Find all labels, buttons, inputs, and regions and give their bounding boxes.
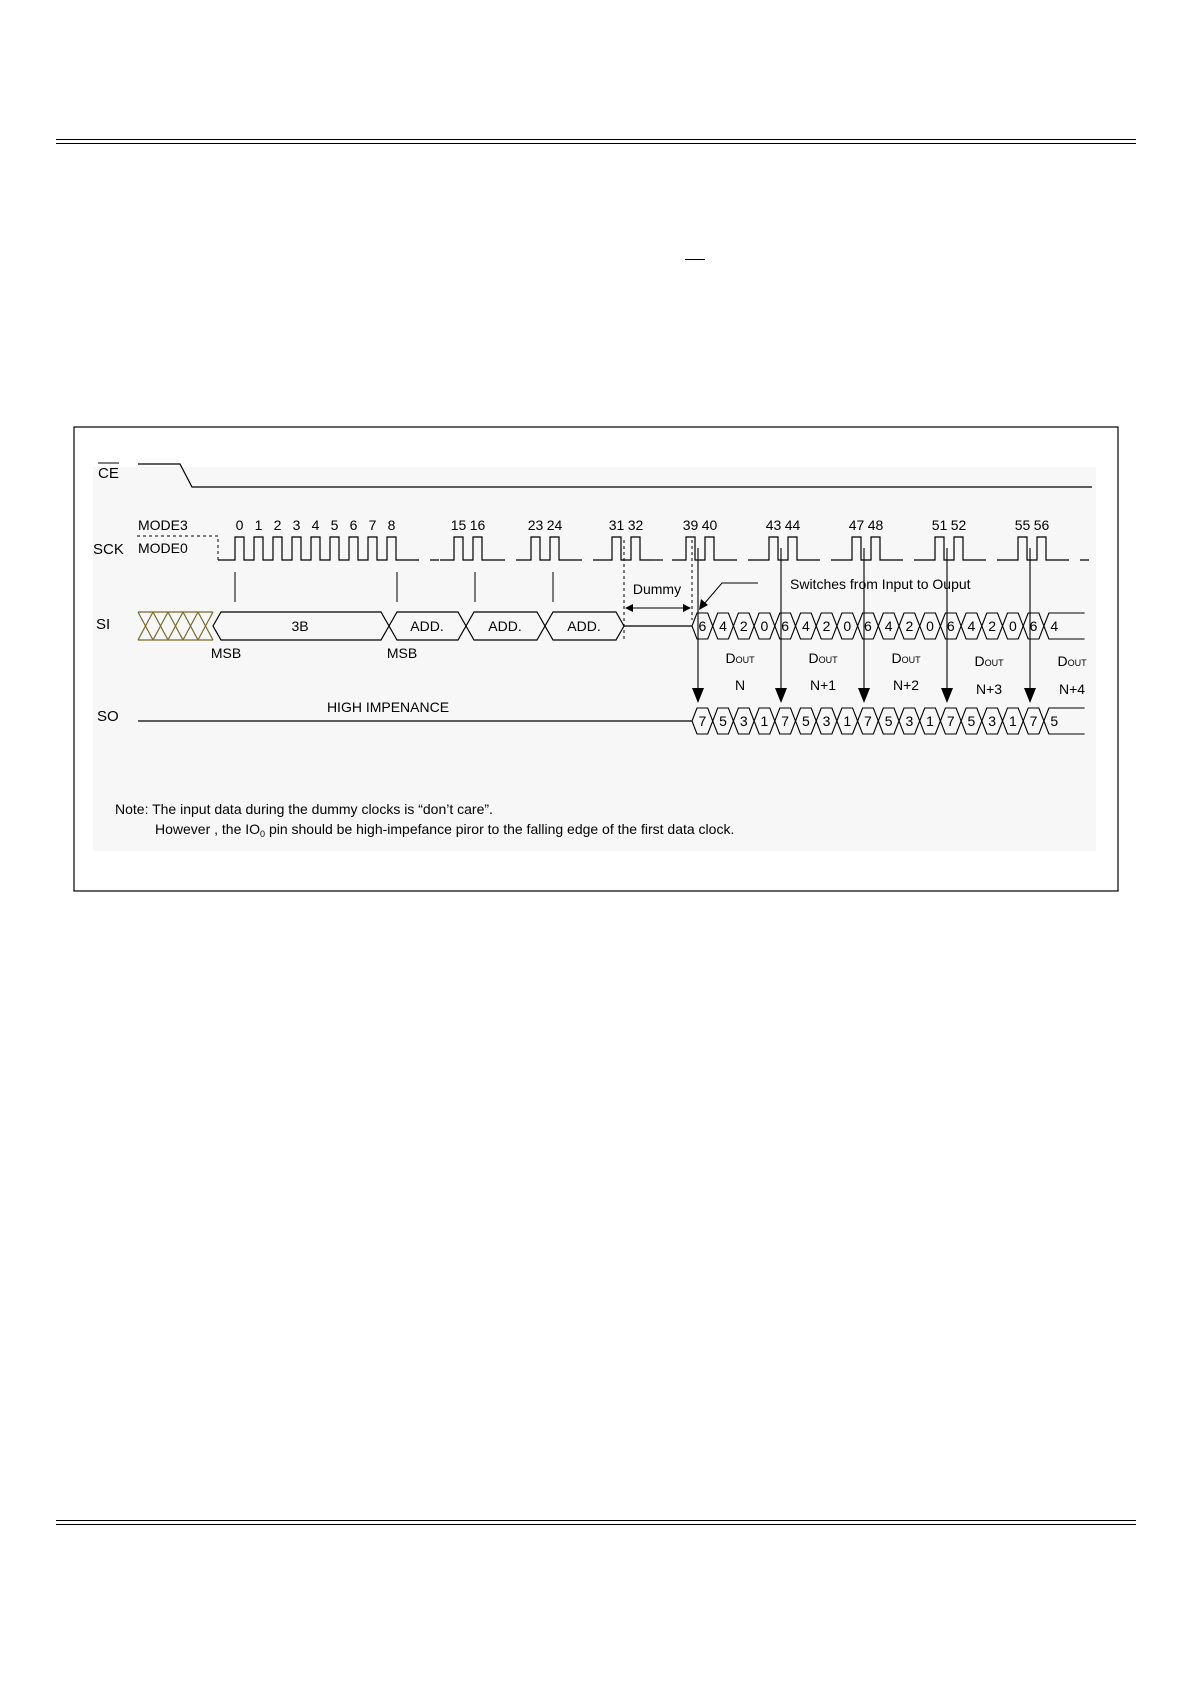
so-bit: 5 <box>801 713 810 729</box>
si-bit: 4 <box>967 618 976 634</box>
si-bit: 0 <box>1008 618 1017 634</box>
so-bit: 7 <box>698 713 707 729</box>
clock-number: 8 <box>387 517 396 533</box>
clock-number: 31 <box>608 517 625 533</box>
switch-label: Switches from Input to Ouput <box>790 576 971 592</box>
si-bit: 0 <box>926 618 934 634</box>
so-bit: 7 <box>1029 713 1038 729</box>
clock-number: 3 <box>292 517 301 533</box>
clock-number: 2 <box>273 517 282 533</box>
clock-number: 23 <box>527 517 544 533</box>
clock-number: 55 <box>1014 517 1031 533</box>
sck-label: SCK <box>93 541 124 558</box>
si-bit: 6 <box>698 618 707 634</box>
so-bit: 3 <box>905 713 914 729</box>
clock-number: 44 <box>784 517 801 533</box>
si-bit: 4 <box>1050 618 1059 634</box>
so-bit: 1 <box>1008 713 1017 729</box>
si-cmd-label: 3B <box>291 618 309 634</box>
si-bit: 4 <box>884 618 893 634</box>
dout-label: DOUT <box>725 650 755 666</box>
si-label: SI <box>96 616 111 633</box>
so-bit: 5 <box>719 713 727 729</box>
si-bit: 6 <box>1029 618 1038 634</box>
mode3-label: MODE3 <box>138 517 188 533</box>
so-bit: 1 <box>760 713 769 729</box>
clock-number: 52 <box>950 517 967 533</box>
so-bit: 5 <box>967 713 976 729</box>
clock-number: 7 <box>368 517 377 533</box>
clock-number: 40 <box>701 517 718 533</box>
so-bit: 7 <box>781 713 790 729</box>
so-bit: 1 <box>843 713 852 729</box>
high-impedance-label: HIGH IMPENANCE <box>326 699 450 715</box>
dout-label: DOUT <box>1057 653 1087 669</box>
dout-group-label: N+2 <box>892 677 920 693</box>
clock-number: 51 <box>931 517 948 533</box>
si-bit: 2 <box>822 618 831 634</box>
si-bit: 6 <box>781 618 790 634</box>
dout-group-label: N+1 <box>809 677 837 693</box>
clock-number: 24 <box>546 517 563 533</box>
so-bit: 3 <box>988 713 997 729</box>
msb-label-2: MSB <box>386 645 418 661</box>
clock-number: 32 <box>627 517 644 533</box>
clock-number: 48 <box>867 517 884 533</box>
si-addr2-label: ADD. <box>488 618 522 634</box>
si-bit: 2 <box>905 618 914 634</box>
so-bit: 3 <box>822 713 831 729</box>
clock-number: 56 <box>1033 517 1050 533</box>
so-bit: 5 <box>884 713 893 729</box>
si-bit: 0 <box>843 618 852 634</box>
note-line-1: Note: The input data during the dummy clocks is “don’t care”. <box>115 801 493 817</box>
si-bit: 4 <box>719 618 727 634</box>
dout-group-label: N+4 <box>1058 681 1086 697</box>
dummy-label: Dummy <box>632 581 682 597</box>
si-bit: 6 <box>946 618 955 634</box>
dout-label: DOUT <box>974 653 1004 669</box>
si-bit: 6 <box>864 618 872 634</box>
so-label: SO <box>97 708 119 725</box>
ce-label: CE <box>98 465 119 482</box>
dout-group-label: N+3 <box>975 681 1003 697</box>
dout-group-label: N <box>734 677 746 693</box>
clock-number: 47 <box>848 517 865 533</box>
clock-number: 43 <box>765 517 782 533</box>
dout-label: DOUT <box>808 650 838 666</box>
clock-number: 1 <box>254 517 263 533</box>
si-addr1-label: ADD. <box>410 618 444 634</box>
si-addr3-label: ADD. <box>567 618 601 634</box>
so-bit: 3 <box>739 713 748 729</box>
so-bit: 1 <box>926 713 934 729</box>
clock-number: 39 <box>682 517 699 533</box>
si-bit: 4 <box>801 618 810 634</box>
clock-number: 6 <box>349 517 358 533</box>
clock-number: 0 <box>235 517 244 533</box>
clock-number: 4 <box>311 517 320 533</box>
so-bit: 5 <box>1050 713 1059 729</box>
so-bit: 7 <box>946 713 955 729</box>
si-bit: 0 <box>760 618 769 634</box>
clock-number: 15 <box>450 517 467 533</box>
dout-label: DOUT <box>891 650 921 666</box>
clock-number: 16 <box>469 517 486 533</box>
clock-number: 5 <box>330 517 339 533</box>
si-bit: 2 <box>988 618 997 634</box>
mode0-label: MODE0 <box>138 540 188 556</box>
si-bit: 2 <box>739 618 748 634</box>
so-bit: 7 <box>864 713 872 729</box>
msb-label-1: MSB <box>210 645 242 661</box>
note-line-2: However , the $IO_0$ pin should be high-impefance piror to the falling edge of the first data clock. <box>155 821 735 839</box>
